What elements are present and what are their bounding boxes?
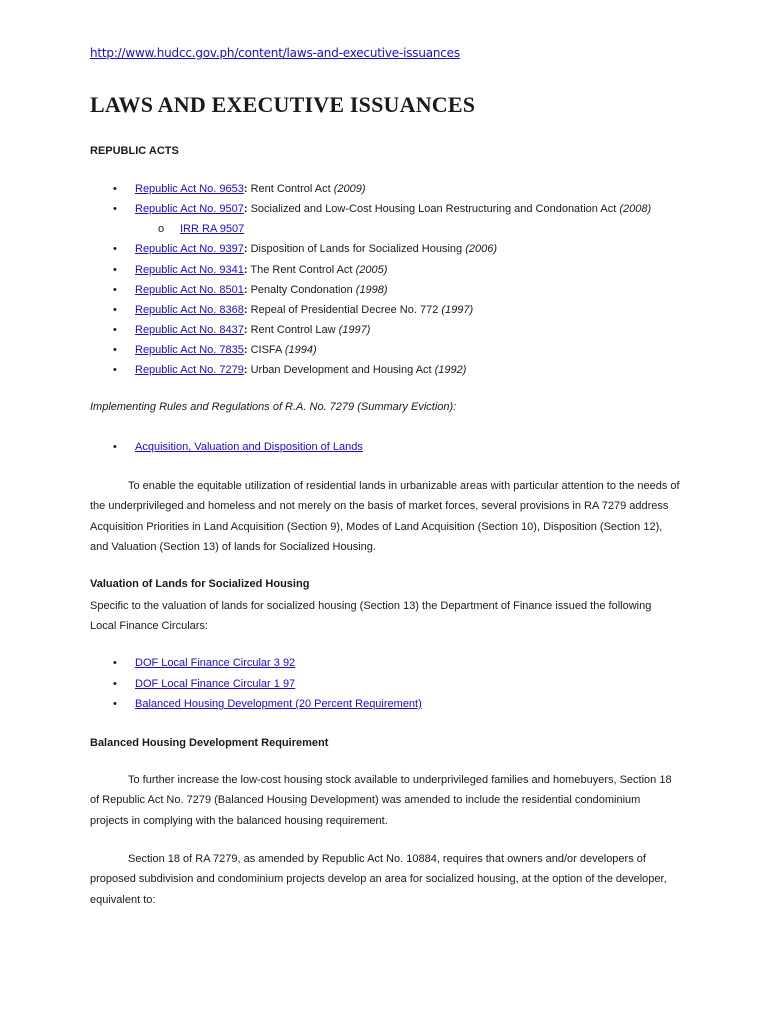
act-description: Penalty Condonation (247, 284, 356, 296)
circular-link[interactable]: DOF Local Finance Circular 1 97 (135, 678, 296, 690)
act-year: (1992) (434, 364, 467, 376)
republic-act-link[interactable]: Republic Act No. 8501 (135, 284, 244, 296)
irr-heading: Implementing Rules and Regulations of R.A. No. 7279 (Summary Eviction): (90, 401, 457, 413)
bullet-icon: • (113, 183, 117, 195)
republic-act-link[interactable]: Republic Act No. 7279 (135, 364, 244, 376)
bullet-icon: • (113, 364, 117, 376)
republic-act-link[interactable]: Republic Act No. 9653 (135, 183, 244, 195)
republic-act-link[interactable]: Republic Act No. 8437 (135, 324, 244, 336)
valuation-heading: Valuation of Lands for Socialized Housing (90, 578, 310, 590)
bullet-icon: • (113, 441, 117, 453)
list-colon: : (243, 243, 248, 255)
paragraph-section-18: Section 18 of RA 7279, as amended by Republic Act No. 10884, requires that owners and/or developers of proposed subdivision and condominium projects develop an area for socialized housing, at the option of the developer, equivalent to: (90, 853, 667, 906)
republic-act-link[interactable]: Republic Act No. 7835 (135, 344, 244, 356)
valuation-text: Specific to the valuation of lands for socialized housing (Section 13) the Department of Finance issued the following Local Finance Circulars: (90, 600, 652, 633)
source-url-link[interactable]: http://www.hudcc.gov.ph/content/laws-and-executive-issuances (90, 46, 460, 60)
bullet-icon: • (113, 657, 117, 669)
act-year: (1997) (441, 304, 474, 316)
act-year: (2005) (355, 264, 388, 276)
bullet-icon: • (113, 678, 117, 690)
republic-act-link[interactable]: Republic Act No. 9341 (135, 264, 244, 276)
circular-link[interactable]: Balanced Housing Development (20 Percent Requirement) (135, 698, 422, 710)
act-description: Socialized and Low-Cost Housing Loan Restructuring and Condonation Act (247, 203, 620, 215)
paragraph-low-cost-housing: To further increase the low-cost housing stock available to underprivileged families and homebuyers, Section 18 of Republic Act No. 7279 (Balanced Housing Development) was amended to include the residential condominium projects in complying with the balanced housing requirement. (90, 774, 672, 827)
list-colon: : (243, 183, 248, 195)
sub-bullet-icon: o (158, 223, 165, 235)
republic-acts-heading: REPUBLIC ACTS (90, 145, 179, 157)
act-description: CISFA (247, 344, 285, 356)
bullet-icon: • (113, 284, 117, 296)
bullet-icon: • (113, 243, 117, 255)
act-description: Disposition of Lands for Socialized Housing (247, 243, 466, 255)
bullet-icon: • (113, 304, 117, 316)
bullet-icon: • (113, 203, 117, 215)
act-description: Rent Control Law (247, 324, 339, 336)
bhd-heading: Balanced Housing Development Requirement (90, 737, 329, 749)
act-year: (1998) (355, 284, 388, 296)
list-colon: : (243, 264, 248, 276)
act-year: (2006) (465, 243, 498, 255)
republic-act-link[interactable]: Republic Act No. 8368 (135, 304, 244, 316)
acquisition-valuation-link[interactable]: Acquisition, Valuation and Disposition of Lands (135, 441, 363, 453)
bullet-icon: • (113, 698, 117, 710)
act-year: (2009) (333, 183, 366, 195)
act-year: (1994) (284, 344, 317, 356)
circular-link[interactable]: DOF Local Finance Circular 3 92 (135, 657, 296, 669)
list-colon: : (243, 284, 248, 296)
paragraph-land-utilization: To enable the equitable utilization of residential lands in urbanizable areas with particular attention to the needs of the underprivileged and homeless and not merely on the basis of market forces, several provisions in RA 7279 address Acquisition Priorities in Land Acquisition (Section 9), Modes of Land Acquisition (Section 10), Disposition (Section 12), and Valuation (Section 13) of lands for Socialized Housing. (90, 480, 680, 553)
act-description: Repeal of Presidential Decree No. 772 (247, 304, 442, 316)
act-year: (2008) (619, 203, 652, 215)
list-colon: : (243, 203, 248, 215)
bullet-icon: • (113, 264, 117, 276)
republic-act-link[interactable]: Republic Act No. 9397 (135, 243, 244, 255)
bullet-icon: • (113, 344, 117, 356)
list-colon: : (243, 344, 248, 356)
act-year: (1997) (338, 324, 371, 336)
page-title: LAWS AND EXECUTIVE ISSUANCES (90, 92, 476, 117)
list-colon: : (243, 364, 248, 376)
act-description: Rent Control Act (247, 183, 334, 195)
list-colon: : (243, 324, 248, 336)
bullet-icon: • (113, 324, 117, 336)
act-description: Urban Development and Housing Act (247, 364, 435, 376)
republic-act-link[interactable]: Republic Act No. 9507 (135, 203, 244, 215)
act-description: The Rent Control Act (247, 264, 356, 276)
list-colon: : (243, 304, 248, 316)
irr-ra-9507-link[interactable]: IRR RA 9507 (180, 223, 245, 235)
